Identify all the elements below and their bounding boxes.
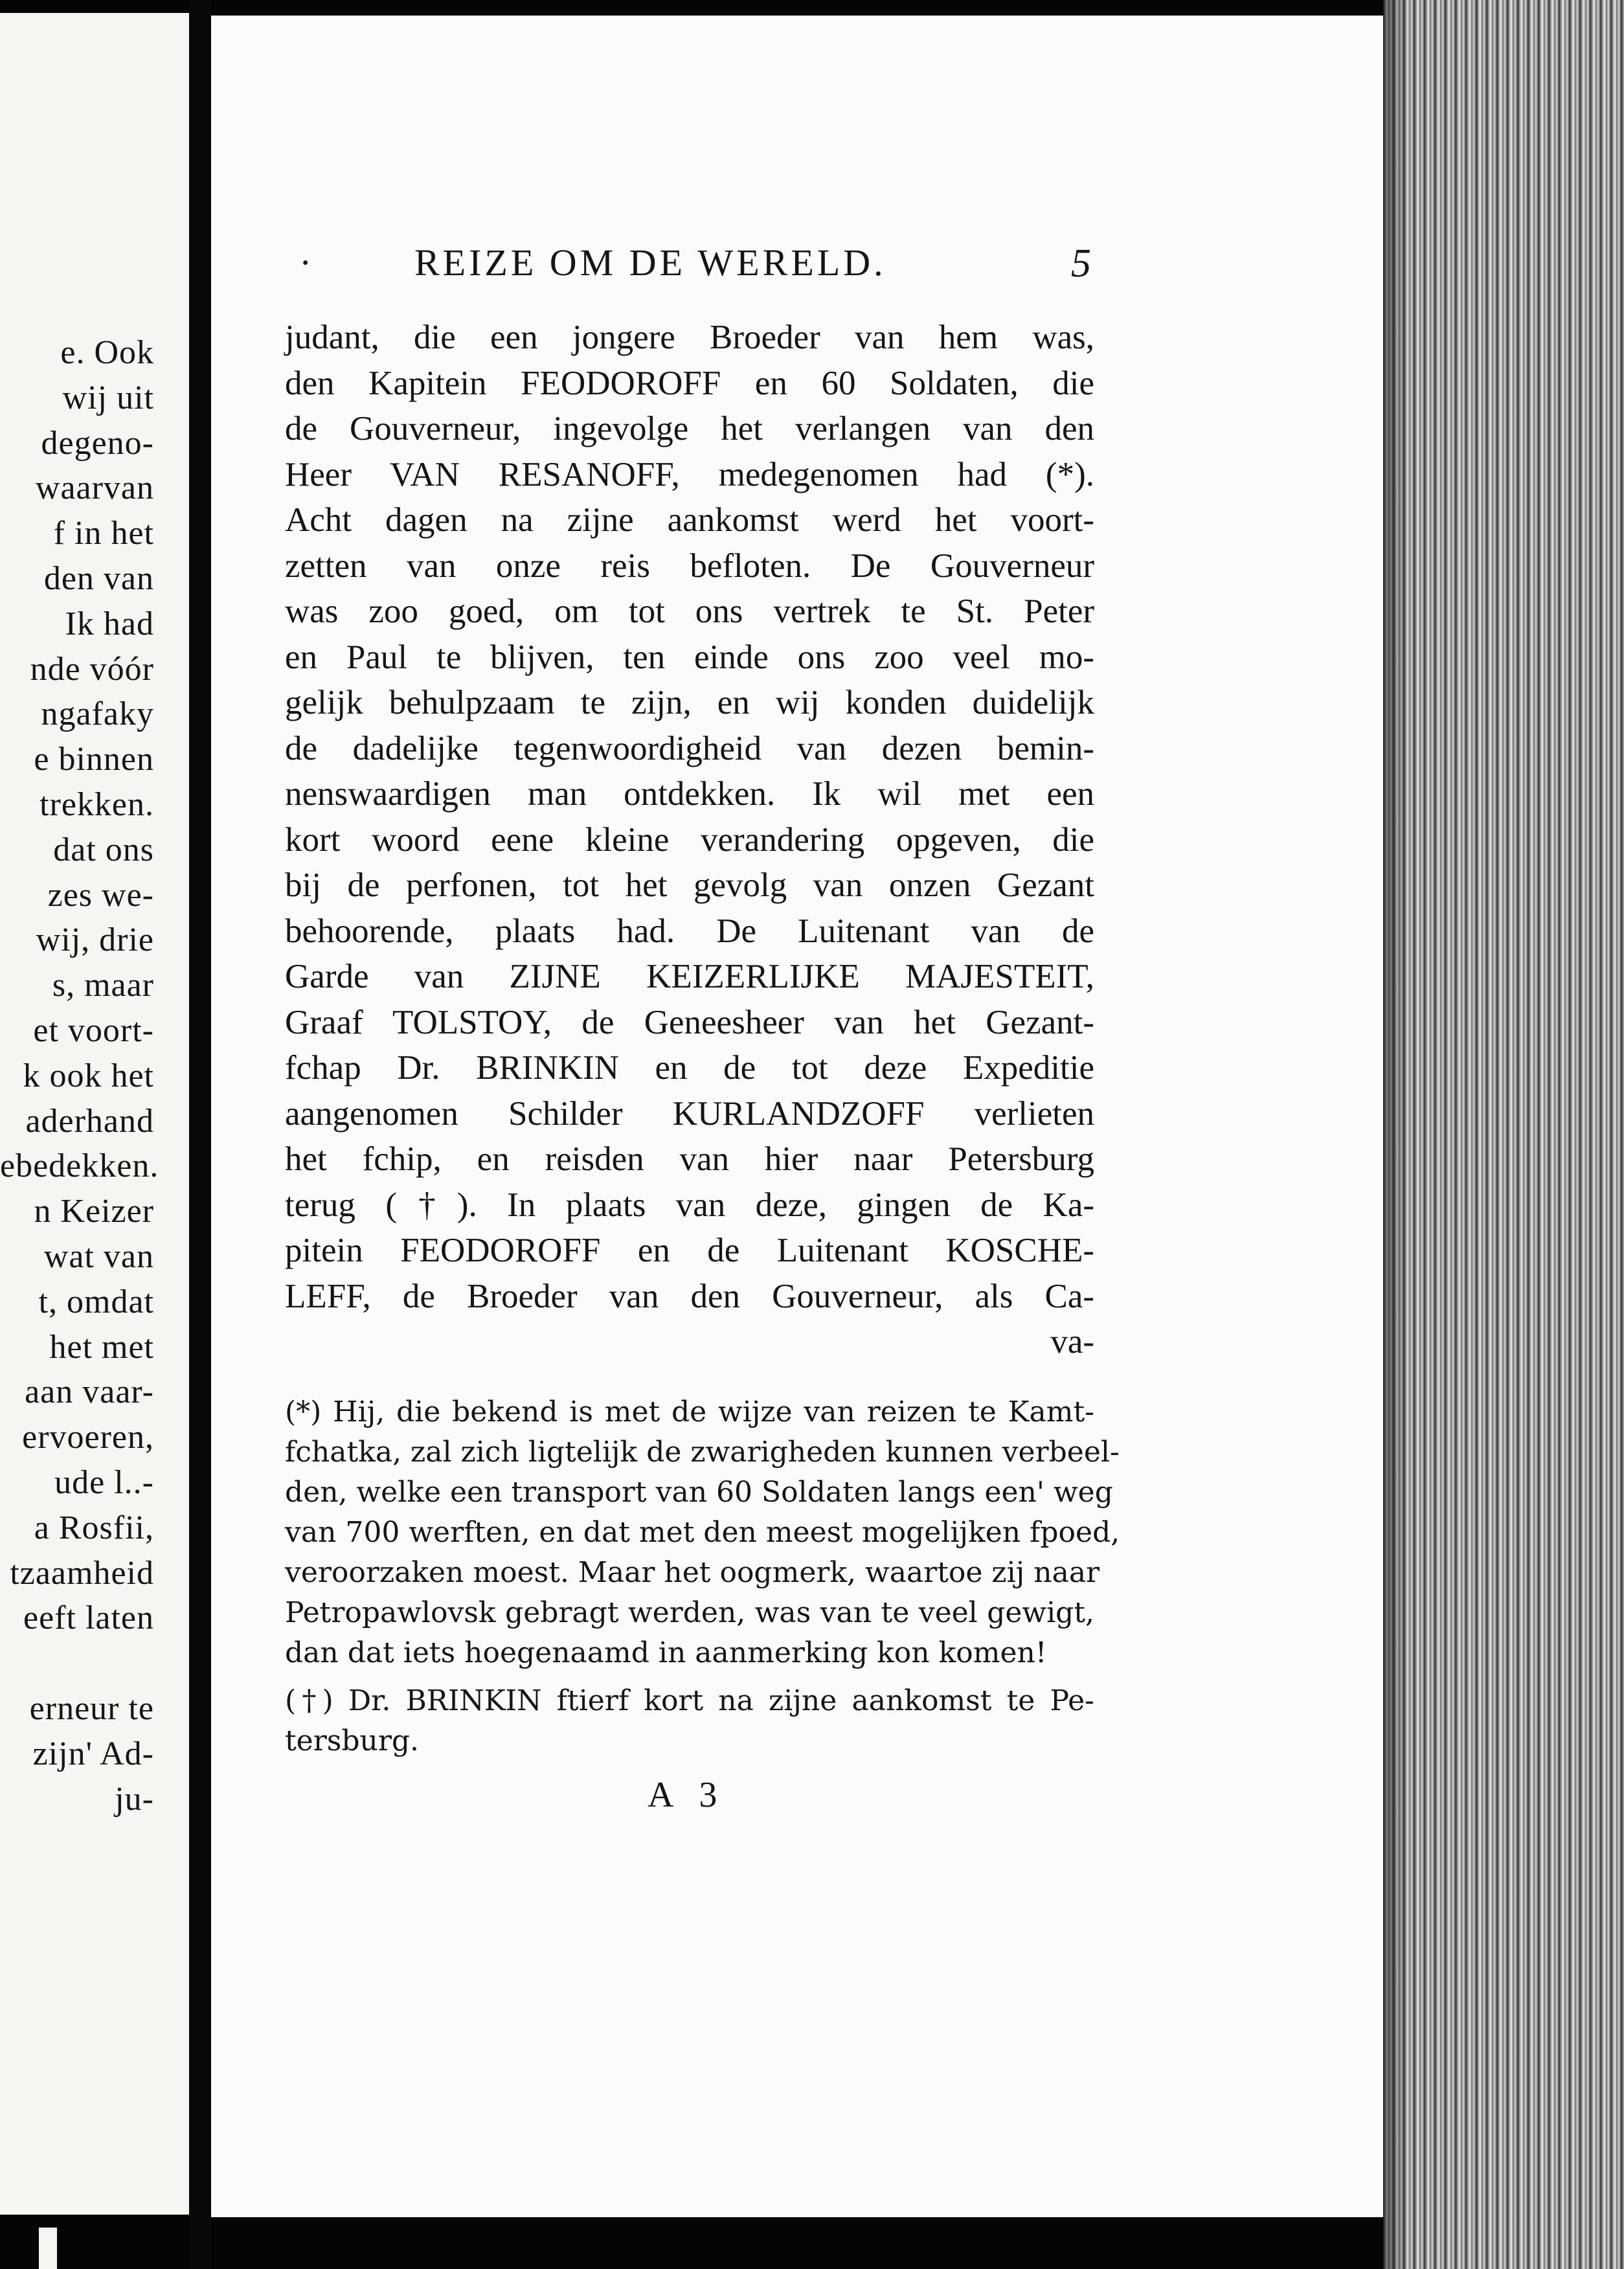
facing-page-line: s, maar [52,967,154,1004]
body-line: Heer VAN RESANOFF, medegenomen had (*). [285,455,1094,493]
facing-page-line: Ik had [65,605,154,642]
body-line: kort woord eene kleine verandering opgeven, die [285,820,1094,859]
footnote-line: veroorzaken moest. Maar het oogmerk, waartoe zij naar [285,1556,1100,1589]
body-line: behoorende, plaats had. De Luitenant van de [285,912,1094,950]
facing-page-line: zijn' Ad- [32,1735,154,1772]
footnote-line: (†) Dr. BRINKIN ftierf kort na zijne aankomst te Pe- [285,1684,1094,1717]
footnotes [285,1392,1120,1761]
facing-page-line: ervoeren, [22,1419,154,1456]
facing-page-left [0,13,189,2215]
running-title: REIZE OM DE WERELD. [414,242,886,284]
facing-page-gap [0,1641,154,1686]
facing-page-line: k ook het [23,1057,154,1094]
page-number: 5 [1071,242,1094,286]
body-line: de dadelijke tegenwoordigheid van dezen bemin- [285,729,1094,767]
facing-page-line: ebedekken. [0,1147,159,1185]
body-line: Garde van ZIJNE KEIZERLIJKE MAJESTEIT, [285,958,1094,995]
facing-page-line: trekken. [39,785,154,823]
facing-page-line: wij, drie [36,921,154,959]
footnote-line: fchatka, zal zich ligtelijk de zwarigheden kunnen verbeel- [285,1436,1120,1469]
facing-page-line: ju- [115,1780,154,1818]
book-gutter [189,0,211,2269]
facing-page-line: n Keizer [34,1193,154,1230]
body-line: Graaf TOLSTOY, de Geneesheer van het Gezant- [285,1003,1094,1041]
facing-page-line: waarvan [35,469,154,507]
facing-page-line: e. Ook [60,334,154,371]
facing-page-line: a Rosfii, [34,1509,154,1546]
body-line: en Paul te blijven, ten einde ons zoo veel mo- [285,638,1094,676]
body-line: LEFF, de Broeder van den Gouverneur, als Ca- [285,1277,1094,1315]
footnote-line: (*) Hij, die bekend is met de wijze van reizen te Kamt- [285,1395,1094,1428]
facing-page-line: nde vóór [30,650,154,688]
facing-page-line: aderhand [25,1102,154,1140]
body-line: nenswaardigen man ontdekken. Ik wil met een [285,775,1094,813]
catchword: va- [1050,1323,1094,1360]
footnote-line: tersburg. [285,1724,420,1757]
body-line: de Gouverneur, ingevolge het verlangen van den [285,410,1094,447]
facing-page-line: wij uit [62,379,154,416]
footnote-line: dan dat iets hoegenaamd in aanmerking kon komen! [285,1636,1047,1669]
facing-page-line: het met [49,1328,154,1366]
body-line: pitein FEODOROFF en de Luitenant KOSCHE- [285,1232,1094,1269]
facing-page-line: ude l..- [54,1463,154,1501]
footnote-line: Petropawlovsk gebragt werden, was van te veel gewigt, [285,1596,1094,1629]
footnote-gap [285,1673,1094,1681]
facing-page-line: aan vaar- [25,1373,154,1411]
facing-page-line: f in het [53,515,154,552]
body-line: bij de perfonen, tot het gevolg van onzen Gezant [285,866,1094,904]
facing-page-line: tzaamheid [10,1554,154,1592]
body-line: was zoo goed, om tot ons vertrek te St. Peter [285,593,1094,630]
body-line: fchap Dr. BRINKIN en de tot deze Expeditie [285,1049,1094,1087]
body-line: den Kapitein FEODOROFF en 60 Soldaten, die [285,364,1094,402]
body-line: gelijk behulpzaam te zijn, en wij konden duidelijk [285,684,1094,721]
facing-page-line: wat van [43,1237,154,1275]
body-text [285,315,1094,1365]
facing-page-line: den van [43,559,154,597]
facing-page-text [0,330,159,1822]
body-line: terug (†). In plaats van deze, gingen de Ka- [285,1186,1094,1224]
running-header [285,241,1094,286]
facing-page-line: zes we- [47,876,154,914]
facing-page-line: ngafaky [41,695,154,733]
body-line: judant, die een jongere Broeder van hem was, [285,319,1094,356]
body-line: zetten van onze reis befloten. De Gouverneur [285,547,1094,585]
facing-page-line: dat ons [53,831,154,868]
footnote-line: den, welke een transport van 60 Soldaten langs een' weg [285,1476,1113,1509]
facing-page-line: degeno- [41,424,154,462]
facing-page-line: t, omdat [38,1283,154,1320]
scan-edge-mark [39,2228,57,2269]
body-line: aangenomen Schilder KURLANDZOFF verlieten [285,1094,1094,1133]
body-line: Acht dagen na zijne aankomst werd het voort- [285,501,1094,539]
facing-page-line: e binnen [34,741,154,778]
body-line: het fchip, en reisden van hier naar Petersburg [285,1140,1094,1178]
header-dot: · [299,242,315,284]
page-block-edges [1383,0,1624,2269]
signature-mark: A 3 [648,1775,727,1815]
facing-page-line: eeft laten [23,1599,154,1637]
facing-page-line: erneur te [29,1690,154,1728]
page-edge-shadow [1383,0,1409,2269]
facing-page-line: et voort- [33,1011,154,1049]
footnote-line: van 700 werften, en dat met den meest mogelijken fpoed, [285,1516,1120,1549]
